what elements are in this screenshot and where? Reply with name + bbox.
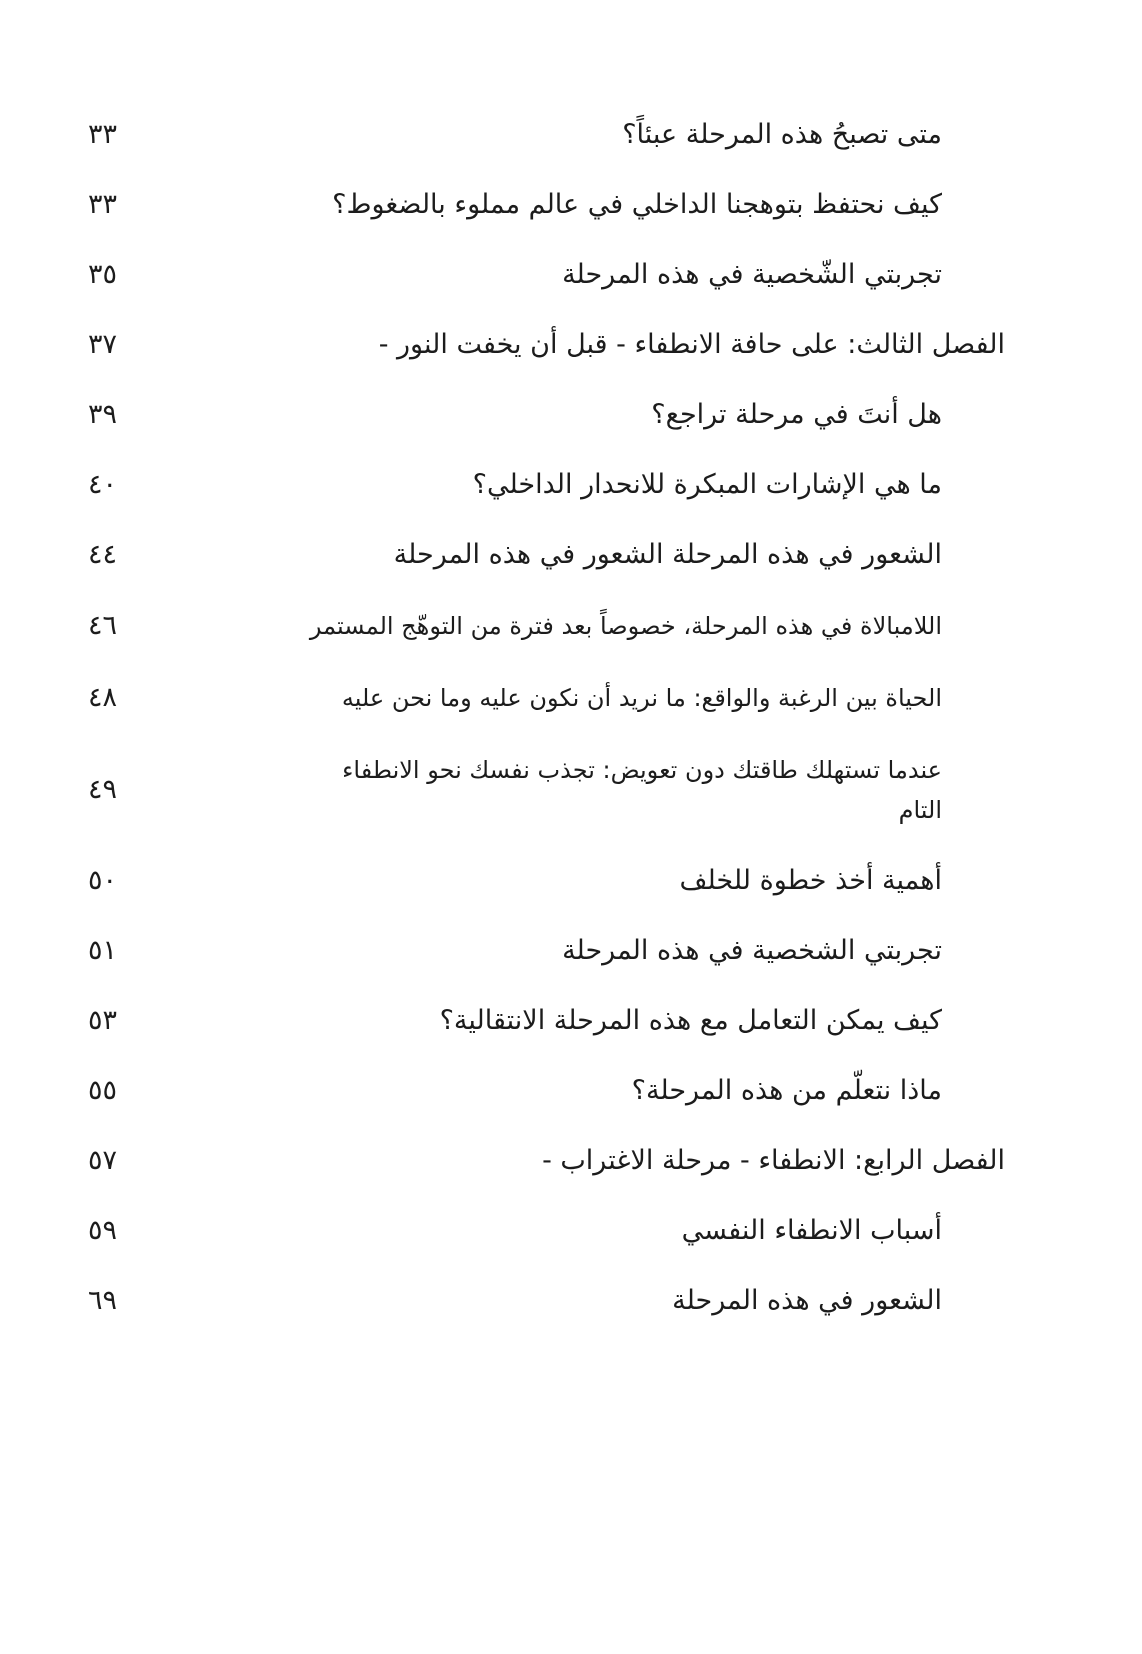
toc-entry-title-line: تجربتي الشخصية في هذه المرحلة [562,935,942,966]
toc-entry-title [158,1072,1005,1110]
toc-entry-title [158,1282,1005,1320]
toc-entry-page-number: ٣٣ [88,119,118,150]
toc-entry-title [158,1142,1005,1180]
toc-entry-title-line: التام [898,796,942,824]
toc-entry-title-line: ماذا نتعلّم من هذه المرحلة؟ [631,1075,942,1106]
toc-entry-page-number: ٣٣ [88,189,118,220]
toc-entry-page-number: ٥٩ [88,1215,118,1246]
toc-entry-title [158,396,1005,434]
toc-entry-title [158,466,1005,504]
toc-entry-title-line: الشعور في هذه المرحلة [672,1285,942,1316]
toc-entry [0,1002,1005,1040]
toc-entry-title-line: الحياة بين الرغبة والواقع: ما نريد أن نكون عليه وما نحن عليه [341,684,942,712]
toc-entry-title-line: هل أنتَ في مرحلة تراجع؟ [651,399,942,430]
toc-entry-page-number: ٣٥ [88,259,118,290]
toc-entry-title [158,116,1005,154]
toc-entry [0,606,1005,646]
toc-entry-title [158,326,1005,364]
toc-entry [0,186,1005,224]
toc-entry [0,1282,1005,1320]
toc-entry-title [158,1002,1005,1040]
toc-entry-title [158,186,1005,224]
toc-entry-title-line: ما هي الإشارات المبكرة للانحدار الداخلي؟ [472,469,942,500]
toc-entry-page-number: ٦٩ [88,1285,118,1316]
toc-entry-title [158,536,1005,574]
toc-entry [0,396,1005,434]
toc-entry-page-number: ٥٣ [88,1005,118,1036]
toc-entry-title [158,1212,1005,1250]
toc-entry-page-number: ٥١ [88,935,118,966]
toc-entry-title-line: الشعور في هذه المرحلة الشعور في هذه المرحلة [393,539,942,570]
toc-entry-page-number: ٤٦ [88,610,118,641]
toc-entry-page-number: ٥٧ [88,1145,118,1176]
toc-entry [0,862,1005,900]
toc-entry-title [158,862,1005,900]
toc-entry [0,932,1005,970]
toc-entry-page-number: ٤٩ [88,774,118,805]
toc-entry [0,1142,1005,1180]
toc-entry [0,326,1005,364]
toc-entry-page-number: ٥٥ [88,1075,118,1106]
toc-entry-title-line: الفصل الرابع: الانطفاء - مرحلة الاغتراب - [542,1145,1005,1176]
toc-entry-page-number: ٣٧ [88,329,118,360]
toc-entry-title [158,606,1005,646]
toc-entry [0,1072,1005,1110]
toc-entry-page-number: ٤٨ [88,682,118,713]
toc-entry-title [158,750,1005,830]
toc-entry-page-number: ٥٠ [88,865,118,896]
toc-entry [0,466,1005,504]
toc-entry-page-number: ٣٩ [88,399,118,430]
toc-entry-title [158,678,1005,718]
toc-entry-title-line: اللامبالاة في هذه المرحلة، خصوصاً بعد فترة من التوهّج المستمر [309,612,942,640]
toc-entry-title-line: أهمية أخذ خطوة للخلف [679,865,942,896]
toc-entry-page-number: ٤٤ [88,539,118,570]
toc-entry-title-line: الفصل الثالث: على حافة الانطفاء - قبل أن يخفت النور - [378,329,1005,360]
toc-entry-title-line: متى تصبحُ هذه المرحلة عبئاً؟ [622,119,942,150]
toc-entry [0,678,1005,718]
toc-entry-title-line: كيف نحتفظ بتوهجنا الداخلي في عالم مملوء بالضغوط؟ [332,189,942,220]
toc-entry-title-line: عندما تستهلك طاقتك دون تعويض: تجذب نفسك نحو الانطفاء [342,756,942,784]
toc-entry-title-line: كيف يمكن التعامل مع هذه المرحلة الانتقالية؟ [439,1005,942,1036]
toc-entry-page-number: ٤٠ [88,469,118,500]
table-of-contents [0,116,1005,1320]
toc-entry [0,536,1005,574]
toc-entry [0,116,1005,154]
toc-entry [0,256,1005,294]
toc-entry-title-line: أسباب الانطفاء النفسي [681,1215,942,1246]
toc-entry-title [158,256,1005,294]
toc-entry-title [158,932,1005,970]
toc-entry-title-line: تجربتي الشّخصية في هذه المرحلة [562,259,942,290]
toc-entry [0,1212,1005,1250]
toc-entry [0,750,1005,830]
